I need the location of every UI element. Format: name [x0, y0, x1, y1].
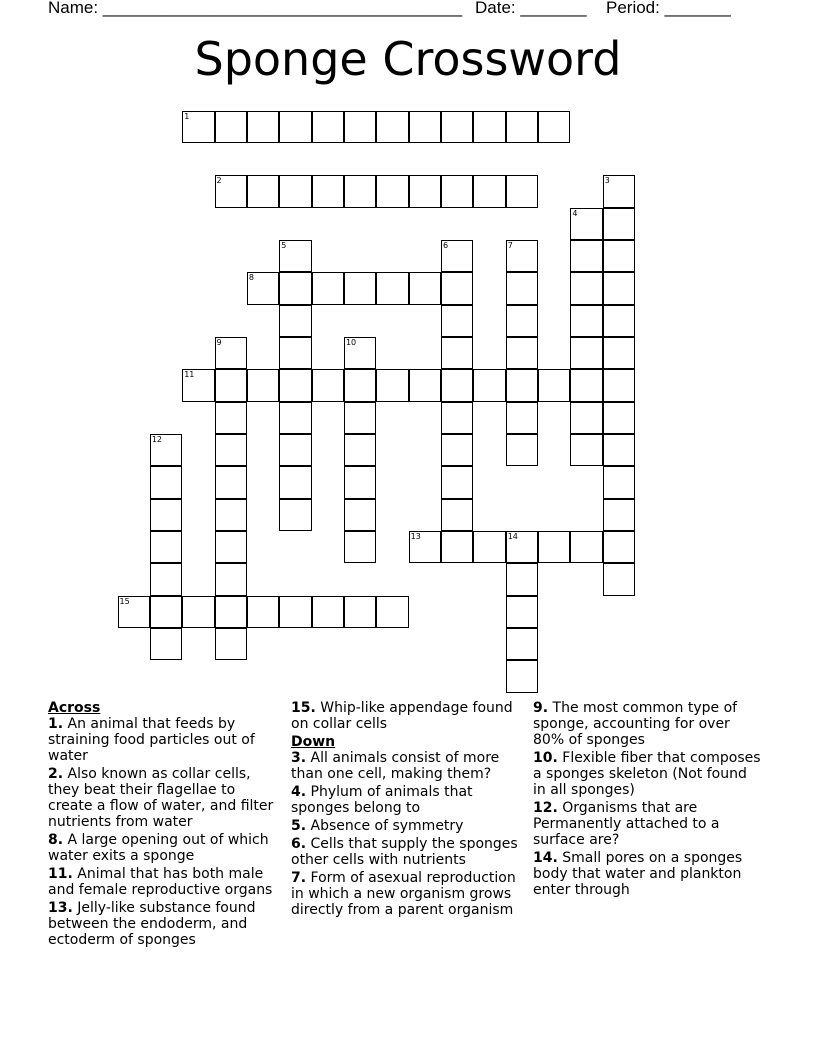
crossword-cell[interactable] [215, 499, 247, 531]
crossword-cell[interactable] [603, 531, 635, 563]
crossword-cell[interactable] [570, 402, 602, 434]
crossword-cell[interactable] [570, 272, 602, 304]
date-field-label[interactable]: Date: _______ [475, 0, 587, 17]
name-field-label[interactable]: Name: ______________________________________ [48, 0, 463, 17]
clue-down-3: 3. All animals consist of more than one cell, making them? [291, 750, 500, 782]
crossword-cell[interactable] [344, 272, 376, 304]
crossword-cell[interactable] [603, 208, 635, 240]
crossword-cell[interactable] [215, 111, 247, 143]
crossword-cell[interactable] [409, 272, 441, 304]
crossword-cell[interactable] [570, 337, 602, 369]
crossword-cell[interactable] [182, 111, 214, 143]
clues-column-1 [48, 700, 284, 950]
crossword-cell[interactable] [118, 596, 150, 628]
crossword-cell[interactable] [344, 369, 376, 401]
crossword-cell[interactable] [344, 175, 376, 207]
crossword-cell[interactable] [215, 369, 247, 401]
clue-down-9: 9. The most common type of sponge, accounting for over 80% of sponges [533, 700, 738, 748]
crossword-cell[interactable] [603, 175, 635, 207]
crossword-cell[interactable] [603, 499, 635, 531]
crossword-cell[interactable] [312, 596, 344, 628]
crossword-cell[interactable] [506, 596, 538, 628]
crossword-cell[interactable] [279, 240, 311, 272]
clue-number: 6 [443, 240, 449, 250]
crossword-cell[interactable] [312, 272, 344, 304]
down-heading: Down [291, 734, 336, 750]
clues-column-2 [291, 700, 523, 920]
crossword-cell[interactable] [473, 111, 505, 143]
clue-number: 1 [184, 111, 190, 121]
crossword-cell[interactable] [376, 272, 408, 304]
crossword-cell[interactable] [215, 434, 247, 466]
crossword-cell[interactable] [279, 337, 311, 369]
clue-across-15: 15. Whip-like appendage found on collar cells [291, 700, 513, 732]
crossword-cell[interactable] [279, 596, 311, 628]
crossword-cell[interactable] [376, 175, 408, 207]
clue-number: 3 [604, 176, 610, 186]
clue-down-12: 12. Organisms that are Permanently attached to a surface are? [533, 800, 720, 848]
crossword-cell[interactable] [603, 240, 635, 272]
crossword-cell[interactable] [409, 531, 441, 563]
crossword-cell[interactable] [376, 369, 408, 401]
clue-number: 2 [216, 176, 222, 186]
crossword-cell[interactable] [441, 337, 473, 369]
crossword-cell[interactable] [344, 434, 376, 466]
crossword-cell[interactable] [441, 434, 473, 466]
crossword-cell[interactable] [506, 628, 538, 660]
crossword-cell[interactable] [376, 111, 408, 143]
crossword-cell[interactable] [215, 531, 247, 563]
crossword-cell[interactable] [570, 240, 602, 272]
crossword-cell[interactable] [538, 111, 570, 143]
crossword-cell[interactable] [215, 628, 247, 660]
crossword-cell[interactable] [279, 434, 311, 466]
crossword-cell[interactable] [279, 175, 311, 207]
clue-number: 15 [119, 596, 130, 606]
crossword-cell[interactable] [441, 499, 473, 531]
crossword-cell[interactable] [215, 466, 247, 498]
crossword-cell[interactable] [344, 466, 376, 498]
clue-number: 14 [507, 532, 518, 542]
crossword-cell[interactable] [441, 466, 473, 498]
crossword-cell[interactable] [312, 111, 344, 143]
clue-across-13: 13. Jelly-like substance found between the endoderm, and ectoderm of sponges [48, 900, 256, 948]
crossword-cell[interactable] [150, 628, 182, 660]
crossword-cell[interactable] [506, 272, 538, 304]
crossword-cell[interactable] [473, 369, 505, 401]
crossword-cell[interactable] [409, 369, 441, 401]
clue-number: 4 [572, 208, 578, 218]
crossword-cell[interactable] [150, 596, 182, 628]
crossword-cell[interactable] [279, 499, 311, 531]
clue-number: 7 [507, 240, 513, 250]
crossword-cell[interactable] [473, 531, 505, 563]
crossword-cell[interactable] [215, 402, 247, 434]
crossword-cell[interactable] [344, 531, 376, 563]
crossword-cell[interactable] [279, 402, 311, 434]
crossword-cell[interactable] [215, 175, 247, 207]
crossword-cell[interactable] [344, 337, 376, 369]
clue-down-6: 6. Cells that supply the sponges other cells with nutrients [291, 836, 518, 868]
crossword-cell[interactable] [506, 434, 538, 466]
crossword-cell[interactable] [150, 563, 182, 595]
clue-across-11: 11. Animal that has both male and female reproductive organs [48, 866, 273, 898]
crossword-cell[interactable] [570, 208, 602, 240]
crossword-cell[interactable] [150, 434, 182, 466]
crossword-cell[interactable] [506, 337, 538, 369]
clue-number: 10 [345, 337, 357, 347]
clue-down-5: 5. Absence of symmetry [291, 818, 464, 834]
crossword-cell[interactable] [570, 305, 602, 337]
crossword-cell[interactable] [150, 499, 182, 531]
crossword-cell[interactable] [570, 369, 602, 401]
crossword-cell[interactable] [441, 175, 473, 207]
crossword-cell[interactable] [603, 466, 635, 498]
crossword-cell[interactable] [344, 499, 376, 531]
crossword-cell[interactable] [441, 111, 473, 143]
crossword-cell[interactable] [279, 272, 311, 304]
clue-down-14: 14. Small pores on a sponges body that water and plankton enter through [533, 850, 743, 898]
across-heading: Across [48, 700, 101, 716]
period-field-label[interactable]: Period: _______ [606, 0, 731, 17]
clue-down-7: 7. Form of asexual reproduction in which a new organism grows directly from a parent organism [291, 870, 516, 918]
crossword-cell[interactable] [344, 111, 376, 143]
crossword-cell[interactable] [441, 369, 473, 401]
crossword-cell[interactable] [441, 531, 473, 563]
crossword-cell[interactable] [215, 337, 247, 369]
clue-down-10: 10. Flexible fiber that composes a sponges skeleton (Not found in all sponges) [533, 750, 761, 798]
crossword-cell[interactable] [506, 175, 538, 207]
crossword-cell[interactable] [344, 402, 376, 434]
clue-number: 12 [151, 435, 163, 444]
crossword-cell[interactable] [441, 272, 473, 304]
crossword-cell[interactable] [603, 305, 635, 337]
crossword-cell[interactable] [538, 369, 570, 401]
crossword-cell[interactable] [279, 305, 311, 337]
clue-number: 8 [248, 273, 254, 283]
crossword-cell[interactable] [506, 660, 538, 692]
crossword-cell[interactable] [247, 596, 279, 628]
crossword-cell[interactable] [506, 369, 538, 401]
crossword-cell[interactable] [215, 596, 247, 628]
crossword-cell[interactable] [150, 466, 182, 498]
clue-number: 5 [281, 240, 287, 250]
crossword-cell[interactable] [215, 563, 247, 595]
crossword-cell[interactable] [538, 531, 570, 563]
crossword-cell[interactable] [441, 402, 473, 434]
crossword-cell[interactable] [603, 337, 635, 369]
crossword-cell[interactable] [473, 175, 505, 207]
crossword-cell[interactable] [570, 434, 602, 466]
crossword-cell[interactable] [182, 369, 214, 401]
crossword-cell[interactable] [441, 305, 473, 337]
crossword-cell[interactable] [312, 175, 344, 207]
crossword-cell[interactable] [603, 369, 635, 401]
crossword-cell[interactable] [506, 111, 538, 143]
crossword-cell[interactable] [279, 111, 311, 143]
crossword-cell[interactable] [441, 240, 473, 272]
crossword-cell[interactable] [247, 272, 279, 304]
clues-column-3 [533, 700, 763, 900]
crossword-cell[interactable] [570, 531, 602, 563]
crossword-cell[interactable] [506, 402, 538, 434]
crossword-cell[interactable] [279, 369, 311, 401]
crossword-cell[interactable] [506, 240, 538, 272]
crossword-cell[interactable] [182, 596, 214, 628]
clue-number: 9 [216, 337, 222, 347]
crossword-cell[interactable] [344, 596, 376, 628]
clue-down-4: 4. Phylum of animals that sponges belong to [291, 784, 473, 816]
crossword-cell[interactable] [409, 111, 441, 143]
crossword-cell[interactable] [506, 305, 538, 337]
crossword-cell[interactable] [506, 563, 538, 595]
crossword-cell[interactable] [603, 402, 635, 434]
crossword-cell[interactable] [279, 466, 311, 498]
crossword-cell[interactable] [506, 531, 538, 563]
clue-number: 13 [410, 532, 421, 542]
clue-across-8: 8. A large opening out of which water exits a sponge [48, 832, 269, 864]
clue-across-1: 1. An animal that feeds by straining food particles out of water [48, 716, 255, 764]
crossword-cell[interactable] [603, 272, 635, 304]
crossword-cell[interactable] [409, 175, 441, 207]
crossword-cell[interactable] [603, 434, 635, 466]
crossword-cell[interactable] [247, 111, 279, 143]
clue-across-2: 2. Also known as collar cells, they beat their flagellae to create a flow of water, and filter nutrients from water [48, 766, 274, 830]
crossword-cell[interactable] [312, 369, 344, 401]
clue-number: 11 [184, 370, 195, 380]
crossword-cell[interactable] [376, 596, 408, 628]
crossword-cell[interactable] [247, 175, 279, 207]
crossword-cell[interactable] [150, 531, 182, 563]
crossword-cell[interactable] [247, 369, 279, 401]
page-title: Sponge Crossword [194, 32, 622, 86]
crossword-cell[interactable] [603, 563, 635, 595]
